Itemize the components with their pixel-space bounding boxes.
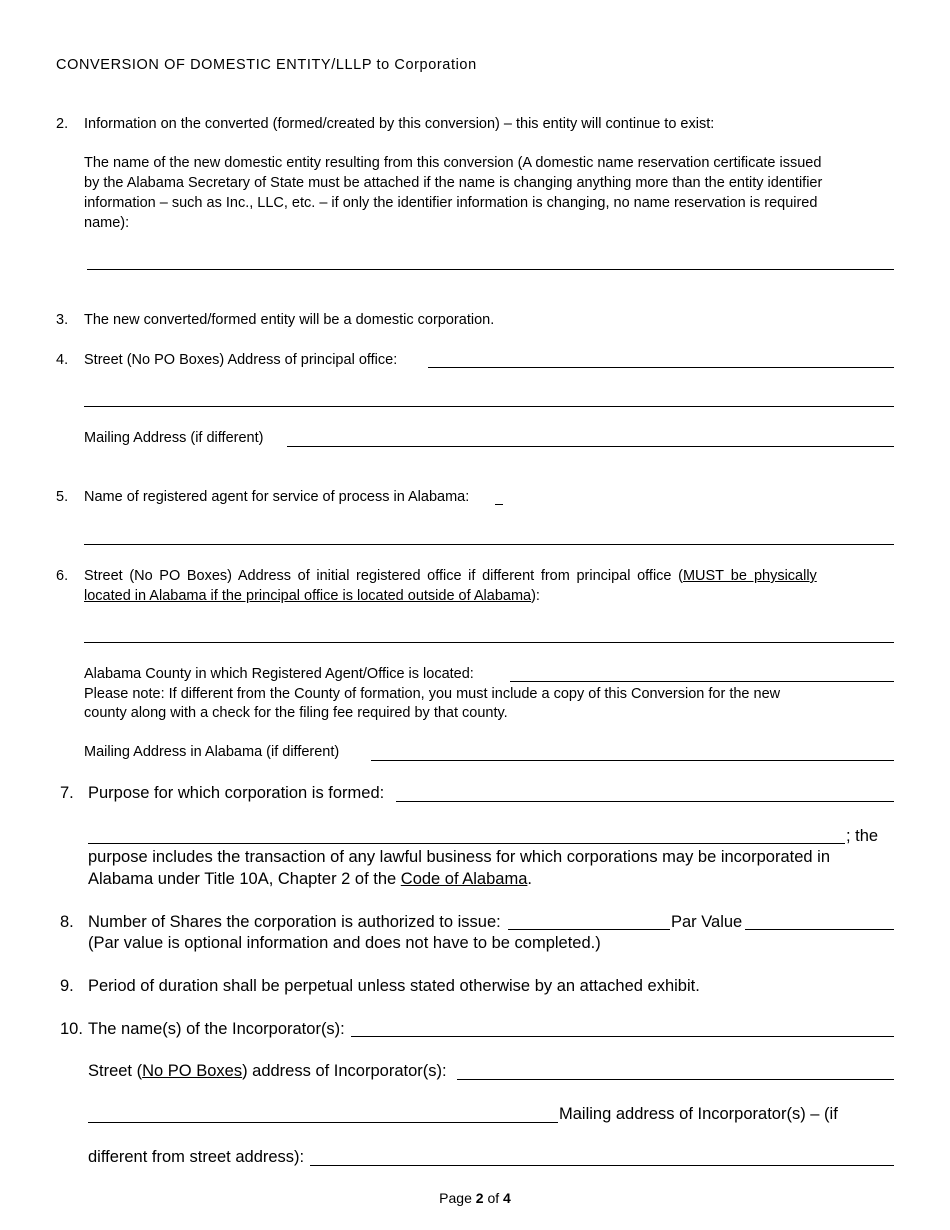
item-8-number: 8. <box>60 913 74 931</box>
principal-mailing-label: Mailing Address (if different) <box>84 430 264 446</box>
purpose-semicolon: ; the <box>846 827 879 845</box>
incorporator-mailing-field[interactable] <box>310 1165 894 1166</box>
item-6-number: 6. <box>56 568 69 584</box>
shares-label: Number of Shares the corporation is authorized to issue: <box>88 913 501 931</box>
principal-office-field-line-2[interactable] <box>84 406 894 407</box>
principal-mailing-field[interactable] <box>287 446 894 447</box>
alabama-mailing-field[interactable] <box>371 760 894 761</box>
incorporator-names-field[interactable] <box>351 1036 894 1037</box>
purpose-field-line-2[interactable] <box>88 843 845 844</box>
item-7-number: 7. <box>60 784 74 802</box>
registered-office-field[interactable] <box>84 642 894 643</box>
purpose-text-line-3-end: . <box>527 870 532 888</box>
registered-agent-field[interactable] <box>84 544 894 545</box>
incorporator-street-field-line-2[interactable] <box>88 1122 558 1123</box>
principal-office-field[interactable] <box>428 367 894 368</box>
purpose-field[interactable] <box>396 801 894 802</box>
registered-office-label-end: ): <box>531 588 540 604</box>
incorporator-street-label-end: ) address of Incorporator(s): <box>242 1062 447 1080</box>
item-9-number: 9. <box>60 977 74 995</box>
item-2-text: Information on the converted (formed/created by this conversion) – this entity will continue to exist: <box>84 116 715 132</box>
purpose-label: Purpose for which corporation is formed: <box>88 784 385 802</box>
par-value-note: (Par value is optional information and does not have to be completed.) <box>88 934 601 952</box>
page-number-prefix: Page <box>439 1190 476 1206</box>
principal-office-label: Street (No PO Boxes) Address of principal office: <box>84 352 398 368</box>
item-2-number: 2. <box>56 116 69 132</box>
incorporator-mailing-label-line-2: different from street address): <box>88 1148 305 1166</box>
item-2-sub-line-2: by the Alabama Secretary of State must be attached if the name is changing anything more than the entity identifier <box>84 175 823 191</box>
item-5-number: 5. <box>56 489 69 505</box>
shares-field[interactable] <box>508 929 670 930</box>
registered-office-label-line-1 <box>84 566 894 586</box>
item-3-text: The new converted/formed entity will be a domestic corporation. <box>84 312 495 328</box>
county-field[interactable] <box>510 681 894 682</box>
registered-office-label-line-2 <box>84 586 540 606</box>
purpose-text-line-3 <box>88 868 532 890</box>
incorporator-names-label: The name(s) of the Incorporator(s): <box>88 1020 345 1038</box>
alabama-mailing-label: Mailing Address in Alabama (if different) <box>84 744 340 760</box>
item-10-number: 10. <box>60 1020 83 1038</box>
registered-office-label-text: Street (No PO Boxes) Address of initial registered office if different from principal office ( <box>84 568 683 584</box>
page-title: CONVERSION OF DOMESTIC ENTITY/LLLP to Corporation <box>56 57 477 73</box>
item-2-sub-line-3: information – such as Inc., LLC, etc. – if only the identifier information is changing, no name reservation is required <box>84 195 818 211</box>
item-3-number: 3. <box>56 312 69 328</box>
total-pages: 4 <box>503 1190 511 1206</box>
current-page: 2 <box>475 1190 484 1206</box>
item-4-number: 4. <box>56 352 69 368</box>
par-value-label: Par Value <box>671 913 743 931</box>
incorporator-street-label <box>88 1060 447 1082</box>
county-note-line-1: Please note: If different from the County of formation, you must include a copy of this Conversion for the new <box>84 686 781 702</box>
page-number <box>0 1188 950 1208</box>
located-in-alabama-text: located in Alabama if the principal office is located outside of Alabama <box>84 588 532 604</box>
county-note-line-2: county along with a check for the filing fee required by that county. <box>84 705 508 721</box>
purpose-text-line-2: purpose includes the transaction of any lawful business for which corporations may be incorporated in <box>88 848 830 866</box>
code-of-alabama-text: Code of Alabama <box>400 870 528 888</box>
registered-agent-label: Name of registered agent for service of process in Alabama: <box>84 489 470 505</box>
incorporator-street-field[interactable] <box>457 1079 894 1080</box>
incorporator-mailing-label: Mailing address of Incorporator(s) – (if <box>559 1105 838 1123</box>
must-be-physically-text: MUST be physically <box>682 568 817 584</box>
registered-agent-field-stub[interactable] <box>495 504 503 505</box>
duration-text: Period of duration shall be perpetual unless stated otherwise by an attached exhibit. <box>88 977 700 995</box>
county-label: Alabama County in which Registered Agent/Office is located: <box>84 666 474 682</box>
item-2-sub-line-4: name): <box>84 215 130 231</box>
incorporator-street-label-start: Street ( <box>88 1062 143 1080</box>
purpose-text-line-3-start: Alabama under Title 10A, Chapter 2 of the <box>88 870 401 888</box>
par-value-field[interactable] <box>745 929 894 930</box>
no-po-boxes-text: No PO Boxes <box>142 1062 243 1080</box>
page-number-of: of <box>483 1190 504 1206</box>
new-entity-name-field[interactable] <box>87 269 894 270</box>
item-2-sub-line-1: The name of the new domestic entity resulting from this conversion (A domestic name reservation certificate issued <box>84 155 822 171</box>
